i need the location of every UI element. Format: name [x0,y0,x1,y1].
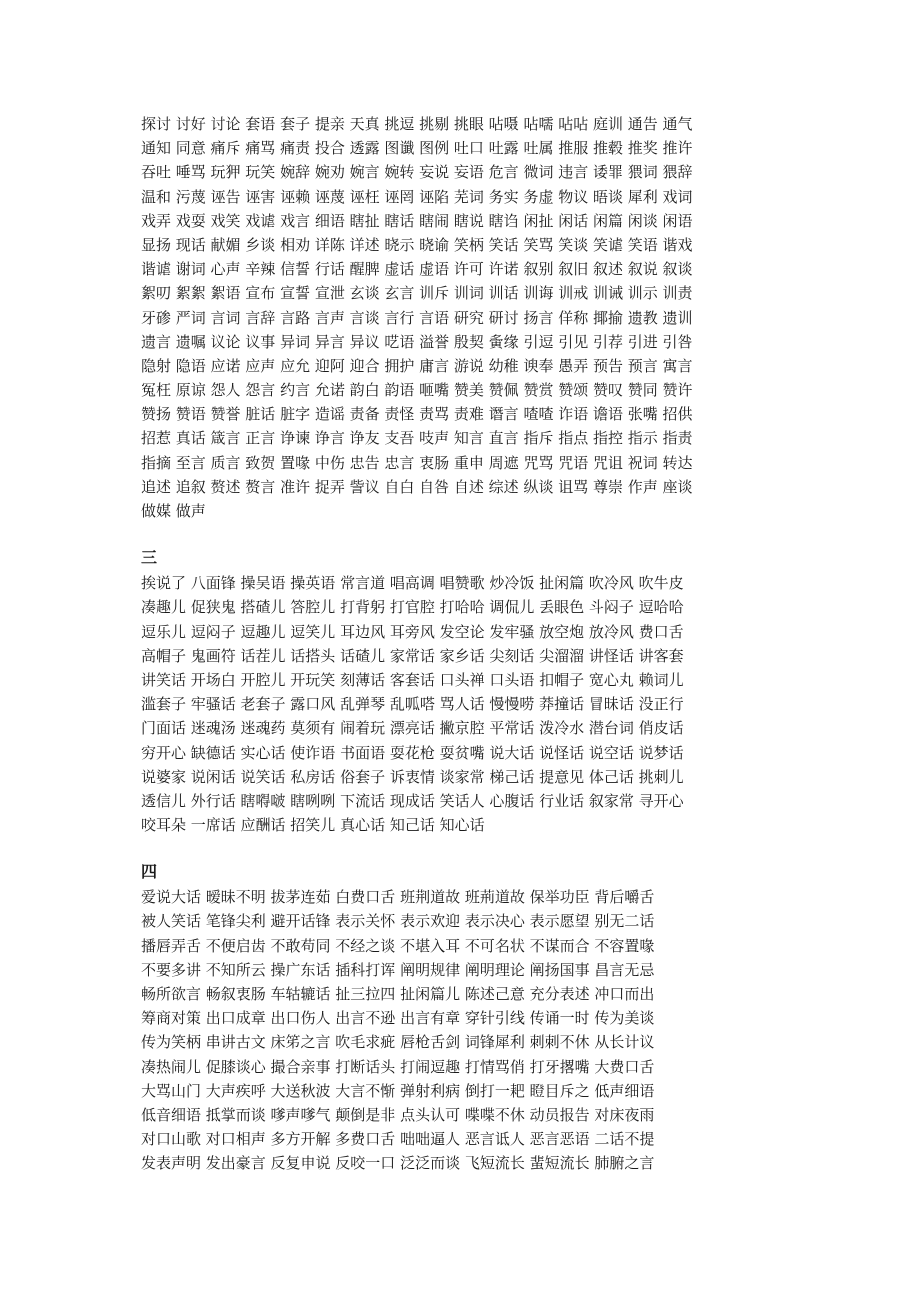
word-line: 播唇弄舌 不便启齿 不敢苟同 不经之谈 不堪入耳 不可名状 不谋而合 不容置喙 [141,936,655,955]
word-line: 遗言 遗嘱 议论 议事 异词 异言 异议 呓语 溢誉 殷契 夤缘 引逗 引见 引荐 引进 引咎 [141,332,693,351]
word-line: 戏弄 戏耍 戏笑 戏谑 戏言 细语 瞎扯 瞎话 瞎闹 瞎说 瞎诌 闲扯 闲话 闲篇 闲谈 闲语 [141,211,693,230]
word-line: 低音细语 抵掌而谈 嗲声嗲气 颠倒是非 点头认可 喋喋不休 动员报告 对床夜雨 [141,1105,655,1124]
word-line: 说婆家 说闲话 说笑话 私房话 俗套子 诉衷情 谈家常 梯己话 提意见 体己话 挑刺儿 [141,767,684,786]
word-line: 谐谑 谢词 心声 辛辣 信誓 行话 醒脾 虚话 虚语 许可 许诺 叙别 叙旧 叙述 叙说 叙谈 [141,260,693,279]
section-heading: 四 [141,862,158,882]
word-line: 滥套子 牢骚话 老套子 露口风 乱弹琴 乱呱嗒 骂人话 慢慢唠 莽撞话 冒昧话 没正行 [141,695,684,714]
word-line: 探讨 讨好 讨论 套语 套子 提亲 天真 挑逗 挑剔 挑眼 呫嗫 呫嚅 呫呫 庭训 通告 通气 [141,115,693,133]
word-line: 逗乐儿 逗闷子 逗趣儿 逗笑儿 耳边风 耳旁风 发空论 发牢骚 放空炮 放冷风 费口舌 [141,622,684,641]
word-line: 发表声明 发出豪言 反复申说 反咬一口 泛泛而谈 飞短流长 蜚短流长 肺腑之言 [141,1154,655,1173]
word-line: 凑热闹儿 促膝谈心 撮合亲事 打断话头 打闹逗趣 打情骂俏 打牙撂嘴 大费口舌 [141,1057,655,1076]
word-line: 不要多讲 不知所云 操广东话 插科打诨 阐明规律 阐明理论 阐扬国事 昌言无忌 [141,960,655,979]
word-line: 赞扬 赞语 赞誉 脏话 脏字 造谣 责备 责怪 责骂 责难 谮言 喳喳 诈语 谵语 张嘴 招供 [141,405,693,424]
section-four-char-words [141,859,791,1175]
word-line: 显扬 现话 献媚 乡谈 相劝 详陈 详述 晓示 晓谕 笑柄 笑话 笑骂 笑谈 笑谑 笑语 谐戏 [141,235,693,254]
word-line: 冤枉 原谅 怨人 怨言 约言 允诺 韵白 韵语 咂嘴 赞美 赞佩 赞赏 赞颂 赞叹 赞同 赞许 [141,381,693,400]
word-line: 畅所欲言 畅叙衷肠 车轱辘话 扯三拉四 扯闲篇儿 陈述己意 充分表述 冲口而出 [141,985,655,1003]
word-line: 挨说了 八面锋 操吴语 操英语 常言道 唱高调 唱赞歌 炒冷饭 扯闲篇 吹冷风 吹牛皮 [141,574,684,593]
word-line: 被人笑话 笔锋尖利 避开话锋 表示关怀 表示欢迎 表示决心 表示愿望 别无二话 [141,912,655,931]
word-line: 指摘 至言 质言 致贺 置喙 中伤 忠告 忠言 衷肠 重申 周遮 咒骂 咒语 咒诅 祝词 转达 [141,453,693,472]
section-heading: 三 [141,548,158,568]
word-line: 大骂山门 大声疾呼 大送秋波 大言不惭 弹射利病 倒打一耙 瞪目斥之 低声细语 [141,1081,655,1100]
word-line: 凑趣儿 促狭鬼 搭碴儿 答腔儿 打背躬 打官腔 打哈哈 调侃儿 丢眼色 斗闷子 逗哈哈 [141,598,684,617]
word-line: 对口山歌 对口相声 多方开解 多费口舌 咄咄逼人 恶言诋人 恶言恶语 二话不提 [141,1130,655,1149]
word-line: 温和 污蔑 诬告 诬害 诬赖 诬蔑 诬枉 诬罔 诬陷 芜词 务实 务虚 物议 晤谈 犀利 戏词 [141,187,693,206]
word-line: 招惹 真话 箴言 正言 诤谏 诤言 诤友 支吾 吱声 知言 直言 指斥 指点 指控 指示 指责 [141,429,693,448]
word-line: 咬耳朵 一席话 应酬话 招笑儿 真心话 知己话 知心话 [141,816,485,835]
word-line: 传为笑柄 串讲古文 床笫之言 吹毛求疵 唇枪舌剑 词锋犀利 刺刺不休 从长计议 [141,1033,655,1052]
word-line: 通知 同意 痛斥 痛骂 痛责 投合 透露 图谶 图例 吐口 吐露 吐属 推服 推毂 推奖 推许 [141,139,693,158]
word-line: 穷开心 缺德话 实心话 使诈语 书面语 耍花枪 耍贫嘴 说大话 说怪话 说空话 说梦话 [141,743,684,762]
word-line: 爱说大话 暧昧不明 拔茅连茹 白费口舌 班荆道故 班荊道故 保举功臣 背后嚼舌 [141,888,655,907]
word-line: 追述 追叙 赘述 赘言 准许 捉弄 訾议 自白 自咎 自述 综述 纵谈 诅骂 尊崇 作声 座谈 [141,477,693,496]
word-line: 高帽子 鬼画符 话茬儿 话搭头 话碴儿 家常话 家乡话 尖刻话 尖溜溜 讲怪话 讲客套 [141,646,684,665]
document-page [141,112,791,1176]
word-line: 絮叨 絮絮 絮语 宣布 宣誓 宣泄 玄谈 玄言 训斥 训词 训话 训诲 训戒 训诫 训示 训责 [141,284,693,303]
section-two-char-words [141,112,791,523]
word-line: 做媒 做声 [141,502,206,520]
word-line: 牙碜 严词 言词 言辞 言路 言声 言谈 言行 言语 研究 研讨 扬言 佯称 揶揄 遗教 遗训 [141,308,693,327]
section-three-char-words [141,545,791,837]
word-line: 透信儿 外行话 瞎嘚啵 瞎咧咧 下流话 现成话 笑话人 心腹话 行业话 叙家常 寻开心 [141,791,684,810]
word-line: 门面话 迷魂汤 迷魂药 莫须有 闹着玩 漂亮话 撇京腔 平常话 泼冷水 潜台词 俏皮话 [141,719,684,738]
word-line: 筹商对策 出口成章 出口伤人 出言不逊 出言有章 穿针引线 传诵一时 传为美谈 [141,1009,655,1028]
word-line: 吞吐 唾骂 玩狎 玩笑 婉辞 婉劝 婉言 婉转 妄说 妄语 危言 微词 违言 诿罪 猥词 猥辞 [141,163,693,182]
word-line: 隐射 隐语 应诺 应声 应允 迎阿 迎合 拥护 庸言 游说 幼稚 谀奉 愚弄 预告 预言 寓言 [141,356,693,375]
word-line: 讲笑话 开场白 开腔儿 开玩笑 刻薄话 客套话 口头禅 口头语 扣帽子 宽心丸 赖词儿 [141,670,684,689]
